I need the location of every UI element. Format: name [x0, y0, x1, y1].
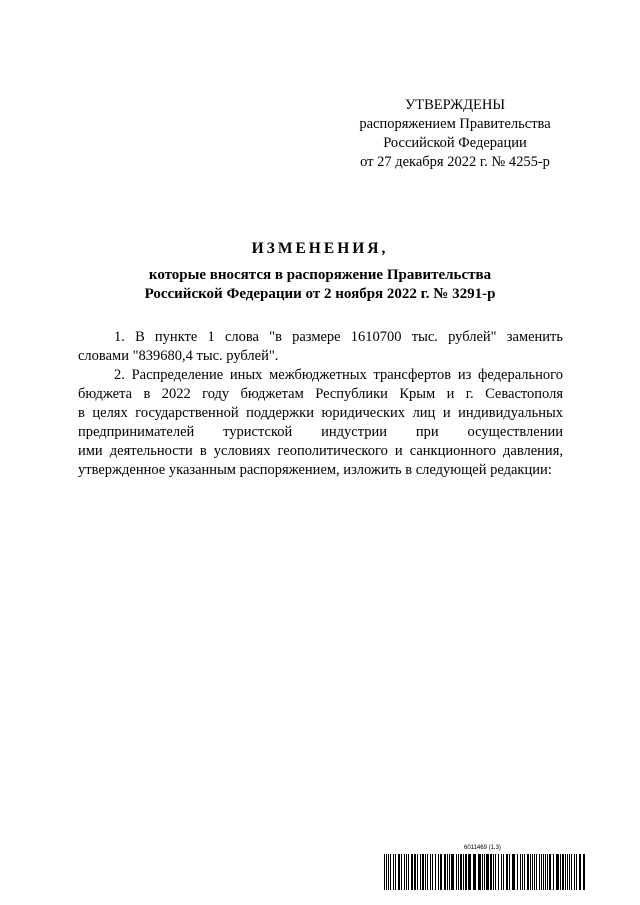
approval-stamp: [330, 96, 580, 172]
barcode-label: 6011469 (1.3): [464, 845, 501, 851]
paragraph-1: [78, 328, 563, 366]
paragraph-line: предпринимателей туристской индустрии при осуществлении: [78, 424, 563, 440]
paragraph-line: утвержденное указанным распоряжением, изложить в следующей редакции:: [78, 462, 552, 478]
approval-line: Российской Федерации: [383, 135, 527, 151]
subtitle-line: Российской Федерации от 2 ноября 2022 г. № 3291-р: [144, 286, 496, 302]
document-body: [78, 328, 563, 480]
paragraph-line: в целях государственной поддержки юридических лиц и индивидуальных: [78, 405, 563, 421]
paragraph-line: бюджета в 2022 году бюджетам Республики Крым и г. Севастополя: [78, 386, 563, 402]
approval-line: распоряжением Правительства: [359, 116, 551, 132]
paragraph-line: 2. Распределение иных межбюджетных трансфертов из федерального: [114, 367, 563, 383]
document-subtitle: [0, 266, 640, 304]
approval-date: от 27 декабря 2022 г. № 4255-р: [360, 154, 550, 170]
approval-heading: УТВЕРЖДЕНЫ: [404, 97, 506, 113]
paragraph-line: словами "839680,4 тыс. рублей".: [78, 348, 279, 364]
paragraph-line: ими деятельности в условиях геополитического и санкционного давления,: [78, 443, 563, 459]
document-barcode: [384, 845, 588, 893]
paragraph-line: 1. В пункте 1 слова "в размере 1610700 тыс. рублей" заменить: [114, 329, 563, 345]
paragraph-2: [78, 366, 563, 480]
barcode-icon: [384, 854, 588, 890]
document-title: ИЗМЕНЕНИЯ,: [251, 240, 389, 257]
subtitle-line: которые вносятся в распоряжение Правительства: [148, 267, 492, 283]
